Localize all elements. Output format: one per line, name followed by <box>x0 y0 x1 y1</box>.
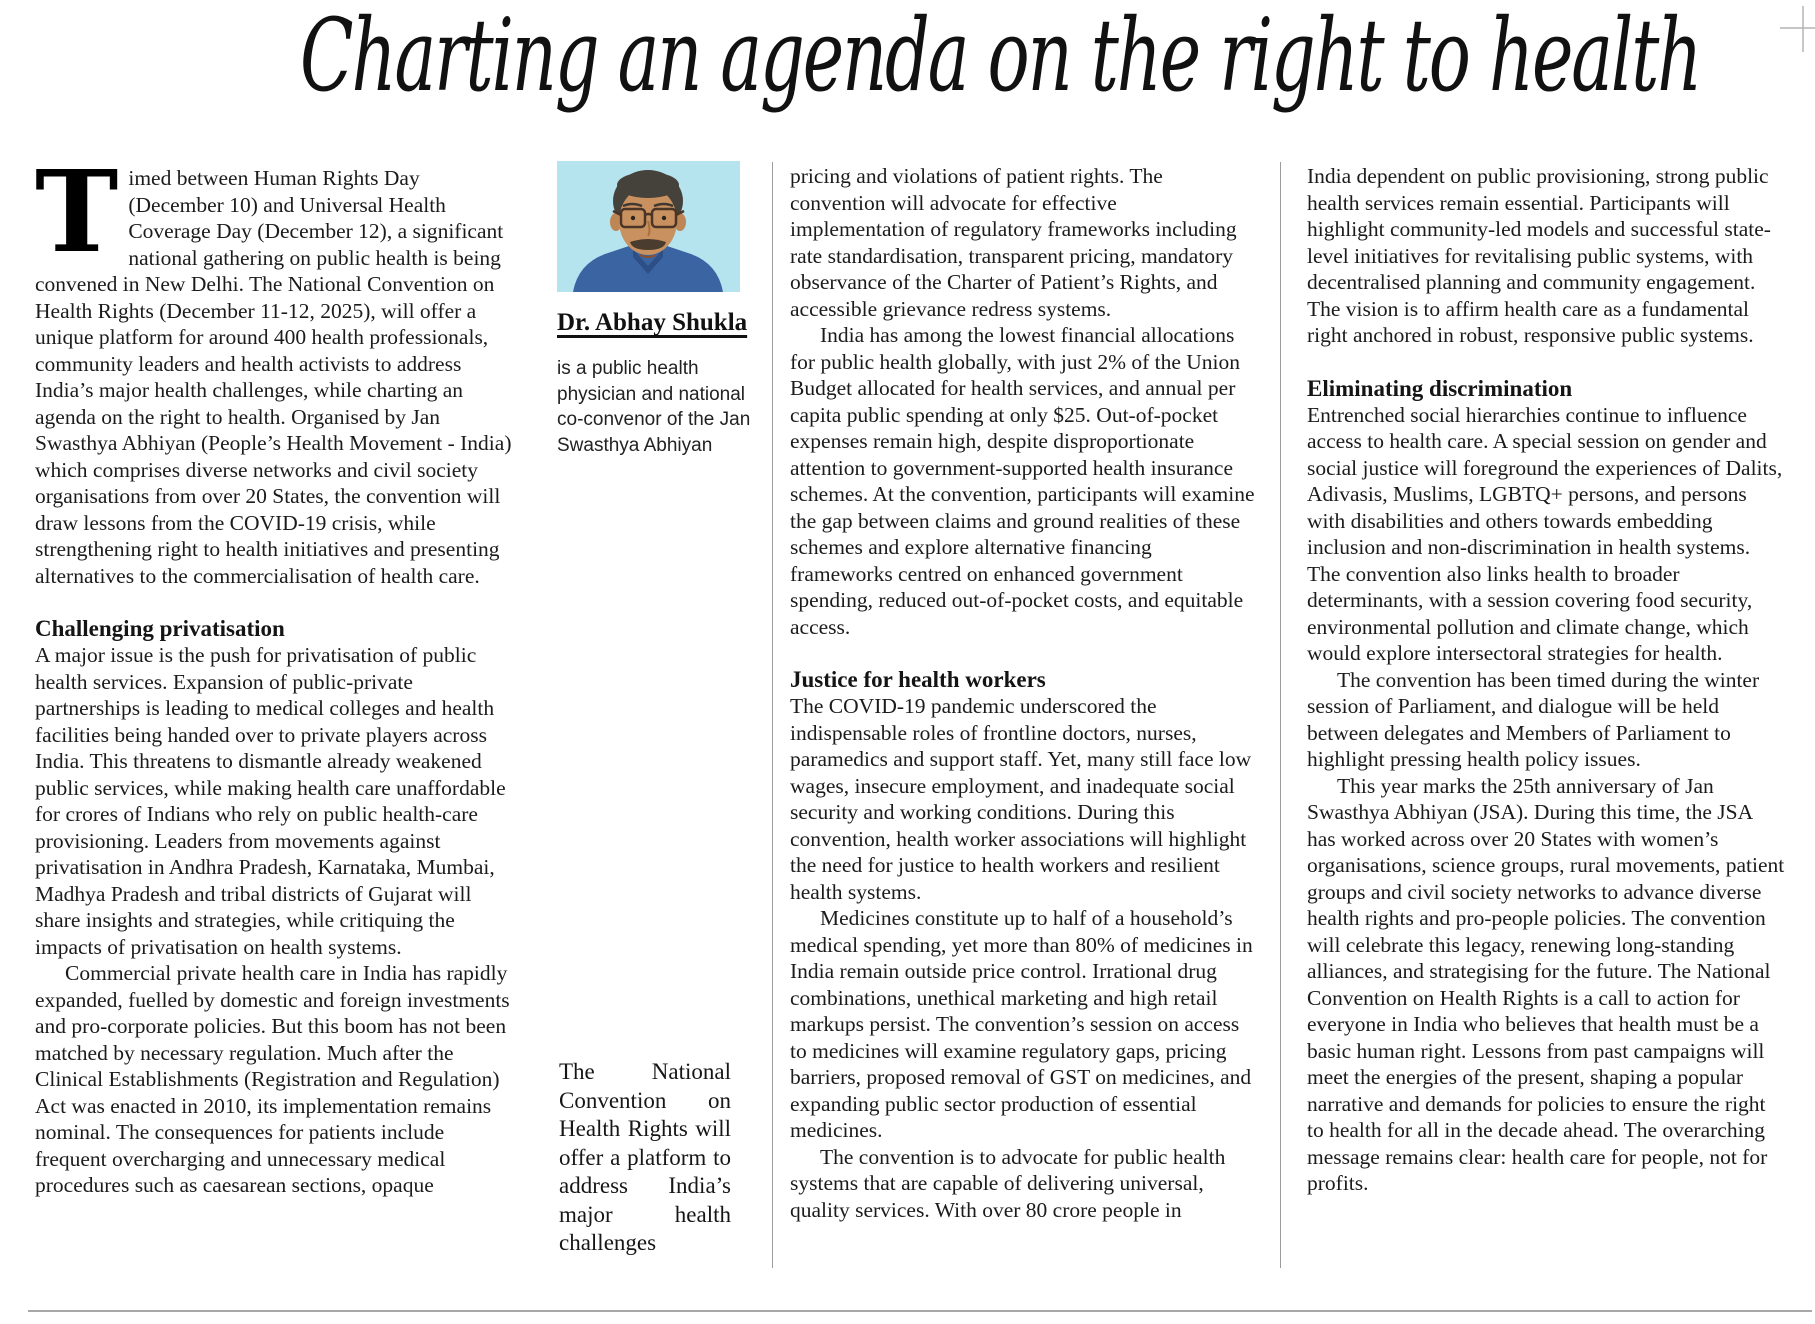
paragraph: India has among the lowest financial allocations for public health globally, with just 2% of the Union Budget allocated for health services, and annual per capita public spending at only $25. Out-of-pocket expenses remain high, despite disproportionate attention to government-supported health insurance schemes. At the convention, participants will examine the gap between claims and ground realities of these schemes and explore alternative financing frameworks centred on enhanced government spending, reduced out-of-pocket costs, and equitable access. <box>790 323 1255 639</box>
paragraph: pricing and violations of patient rights. The convention will advocate for effective implementation of regulatory frameworks including rate standardisation, transparent pricing, mandatory observance of the Charter of Patient’s Rights, and accessible grievance redress systems. <box>790 164 1237 321</box>
column-divider <box>1280 162 1281 1268</box>
pull-quote: The National Convention on Health Rights will offer a platform to address India’s major health challenges <box>559 1059 731 1255</box>
paragraph: This year marks the 25th anniversary of Jan Swasthya Abhiyan (JSA). During this time, the JSA has worked across over 20 States with women’s organisations, science groups, rural movements, patient groups and civil society networks to advance diverse health rights and pro-people policies. The convention will celebrate this legacy, renewing long-standing alliances, and strategising for the future. The National Convention on Health Rights is a call to action for everyone in India who believes that health must be a basic human right. Lessons from past campaigns will meet the energies of the present, shaping a popular narrative and demands for policies to ensure the right to health for all in the decade ahead. The overarching message remains clear: health care for people, not for profits. <box>1307 773 1785 1195</box>
author-name-text: Dr. Abhay Shukla <box>557 309 748 336</box>
column-divider <box>772 162 773 1268</box>
paragraph: Commercial private health care in India has rapidly expanded, fuelled by domestic and foreign investments and pro-corporate policies. But this boom has not been matched by necessary regulation. Much after the Clinical Establishments (Registration and Regulation) Act was enacted in 2010, its implementation remains nominal. The consequences for patients include frequent overcharging and unnecessary medical procedures such as caesarean sections, opaque <box>35 961 510 1197</box>
article-headline <box>0 0 1815 112</box>
section-heading-challenging-privatisation: Challenging privatisation <box>35 616 285 641</box>
bottom-rule <box>28 1310 1812 1312</box>
paragraph: A major issue is the push for privatisation of public health services. Expansion of public-private partnerships is leading to medical colleges and health facilities being handed over to private players across India. This threatens to dismantle already weakened public services, while making health care unaffordable for crores of Indians who rely on public health-care provisioning. Leaders from movements against privatisation in Andhra Pradesh, Karnataka, Mumbai, Madhya Pradesh and tribal districts of Gujarat will share insights and strategies, while critiquing the impacts of privatisation on health systems. <box>35 643 506 959</box>
drop-cap: T <box>35 147 119 278</box>
author-name <box>557 308 752 338</box>
paragraph: The convention has been timed during the winter session of Parliament, and dialogue will be held between delegates and Members of Parliament to highlight pressing health policy issues. <box>1307 667 1760 771</box>
column-3 <box>790 163 1256 1223</box>
paragraph: India dependent on public provisioning, strong public health services remain essential. Participants will highlight community-led models and successful state-level initiatives for revitalising public systems, with decentralised planning and community engagement. The vision is to affirm health care as a fundamental right anchored in robust, responsive public systems. <box>1307 164 1771 347</box>
author-bio: is a public health physician and national co-convenor of the Jan Swasthya Abhiyan <box>557 358 751 456</box>
author-portrait-illustration <box>557 161 740 292</box>
article-headline-text: Charting an agenda on the right to health <box>300 0 1701 114</box>
section-heading-eliminating-discrimination: Eliminating discrimination <box>1307 375 1573 401</box>
author-photo <box>557 161 740 292</box>
column-1 <box>35 147 517 1199</box>
paragraph: The convention is to advocate for public health systems that are capable of delivering universal, quality services. With over 80 crore people in <box>790 1144 1226 1222</box>
column-4 <box>1307 163 1785 1197</box>
paragraph: The COVID-19 pandemic underscored the indispensable roles of frontline doctors, nurses, paramedics and support staff. Yet, many still face low wages, insecure employment, and inadequate social security and working conditions. During this convention, health worker associations will highlight the need for justice to health workers and resilient health systems. <box>790 694 1252 904</box>
paragraph: Entrenched social hierarchies continue to influence access to health care. A special session on gender and social justice will foreground the experiences of Dalits, Adivasis, Muslims, LGBTQ+ persons, and persons with disabilities and others towards embedding inclusion and non-discrimination in health systems. The convention also links health to broader determinants, with a session covering food security, environmental pollution and climate change, which would explore intersectoral strategies for health. <box>1307 402 1783 665</box>
paragraph: Medicines constitute up to half of a household’s medical spending, yet more than 80% of medicines in India remain outside price control. Irrational drug combinations, unethical marketing and high retail markups persist. The convention’s session on access to medicines will examine regulatory gaps, pricing barriers, proposed removal of GST on medicines, and expanding public sector production of essential medicines. <box>790 906 1253 1142</box>
column-2-author <box>557 161 752 458</box>
paragraph <box>35 147 517 589</box>
section-heading-justice-for-health-workers: Justice for health workers <box>790 667 1046 692</box>
paragraph-text: imed between Human Rights Day (December 10) and Universal Health Coverage Day (December 12), a significant national gathering on public health is being convened in New Delhi. The National Convention on Health Rights (December 11-12, 2025), will offer a unique platform for around 400 health professionals, community leaders and health activists to address India’s major health challenges, while charting an agenda on the right to health. Organised by Jan Swasthya Abhiyan (People’s Health Movement - India) which comprises diverse networks and civil society organisations from over 20 States, the convention will draw lessons from the COVID-19 crisis, while strengthening right to health initiatives and presenting alternatives to the commercialisation of health care. <box>35 166 512 588</box>
